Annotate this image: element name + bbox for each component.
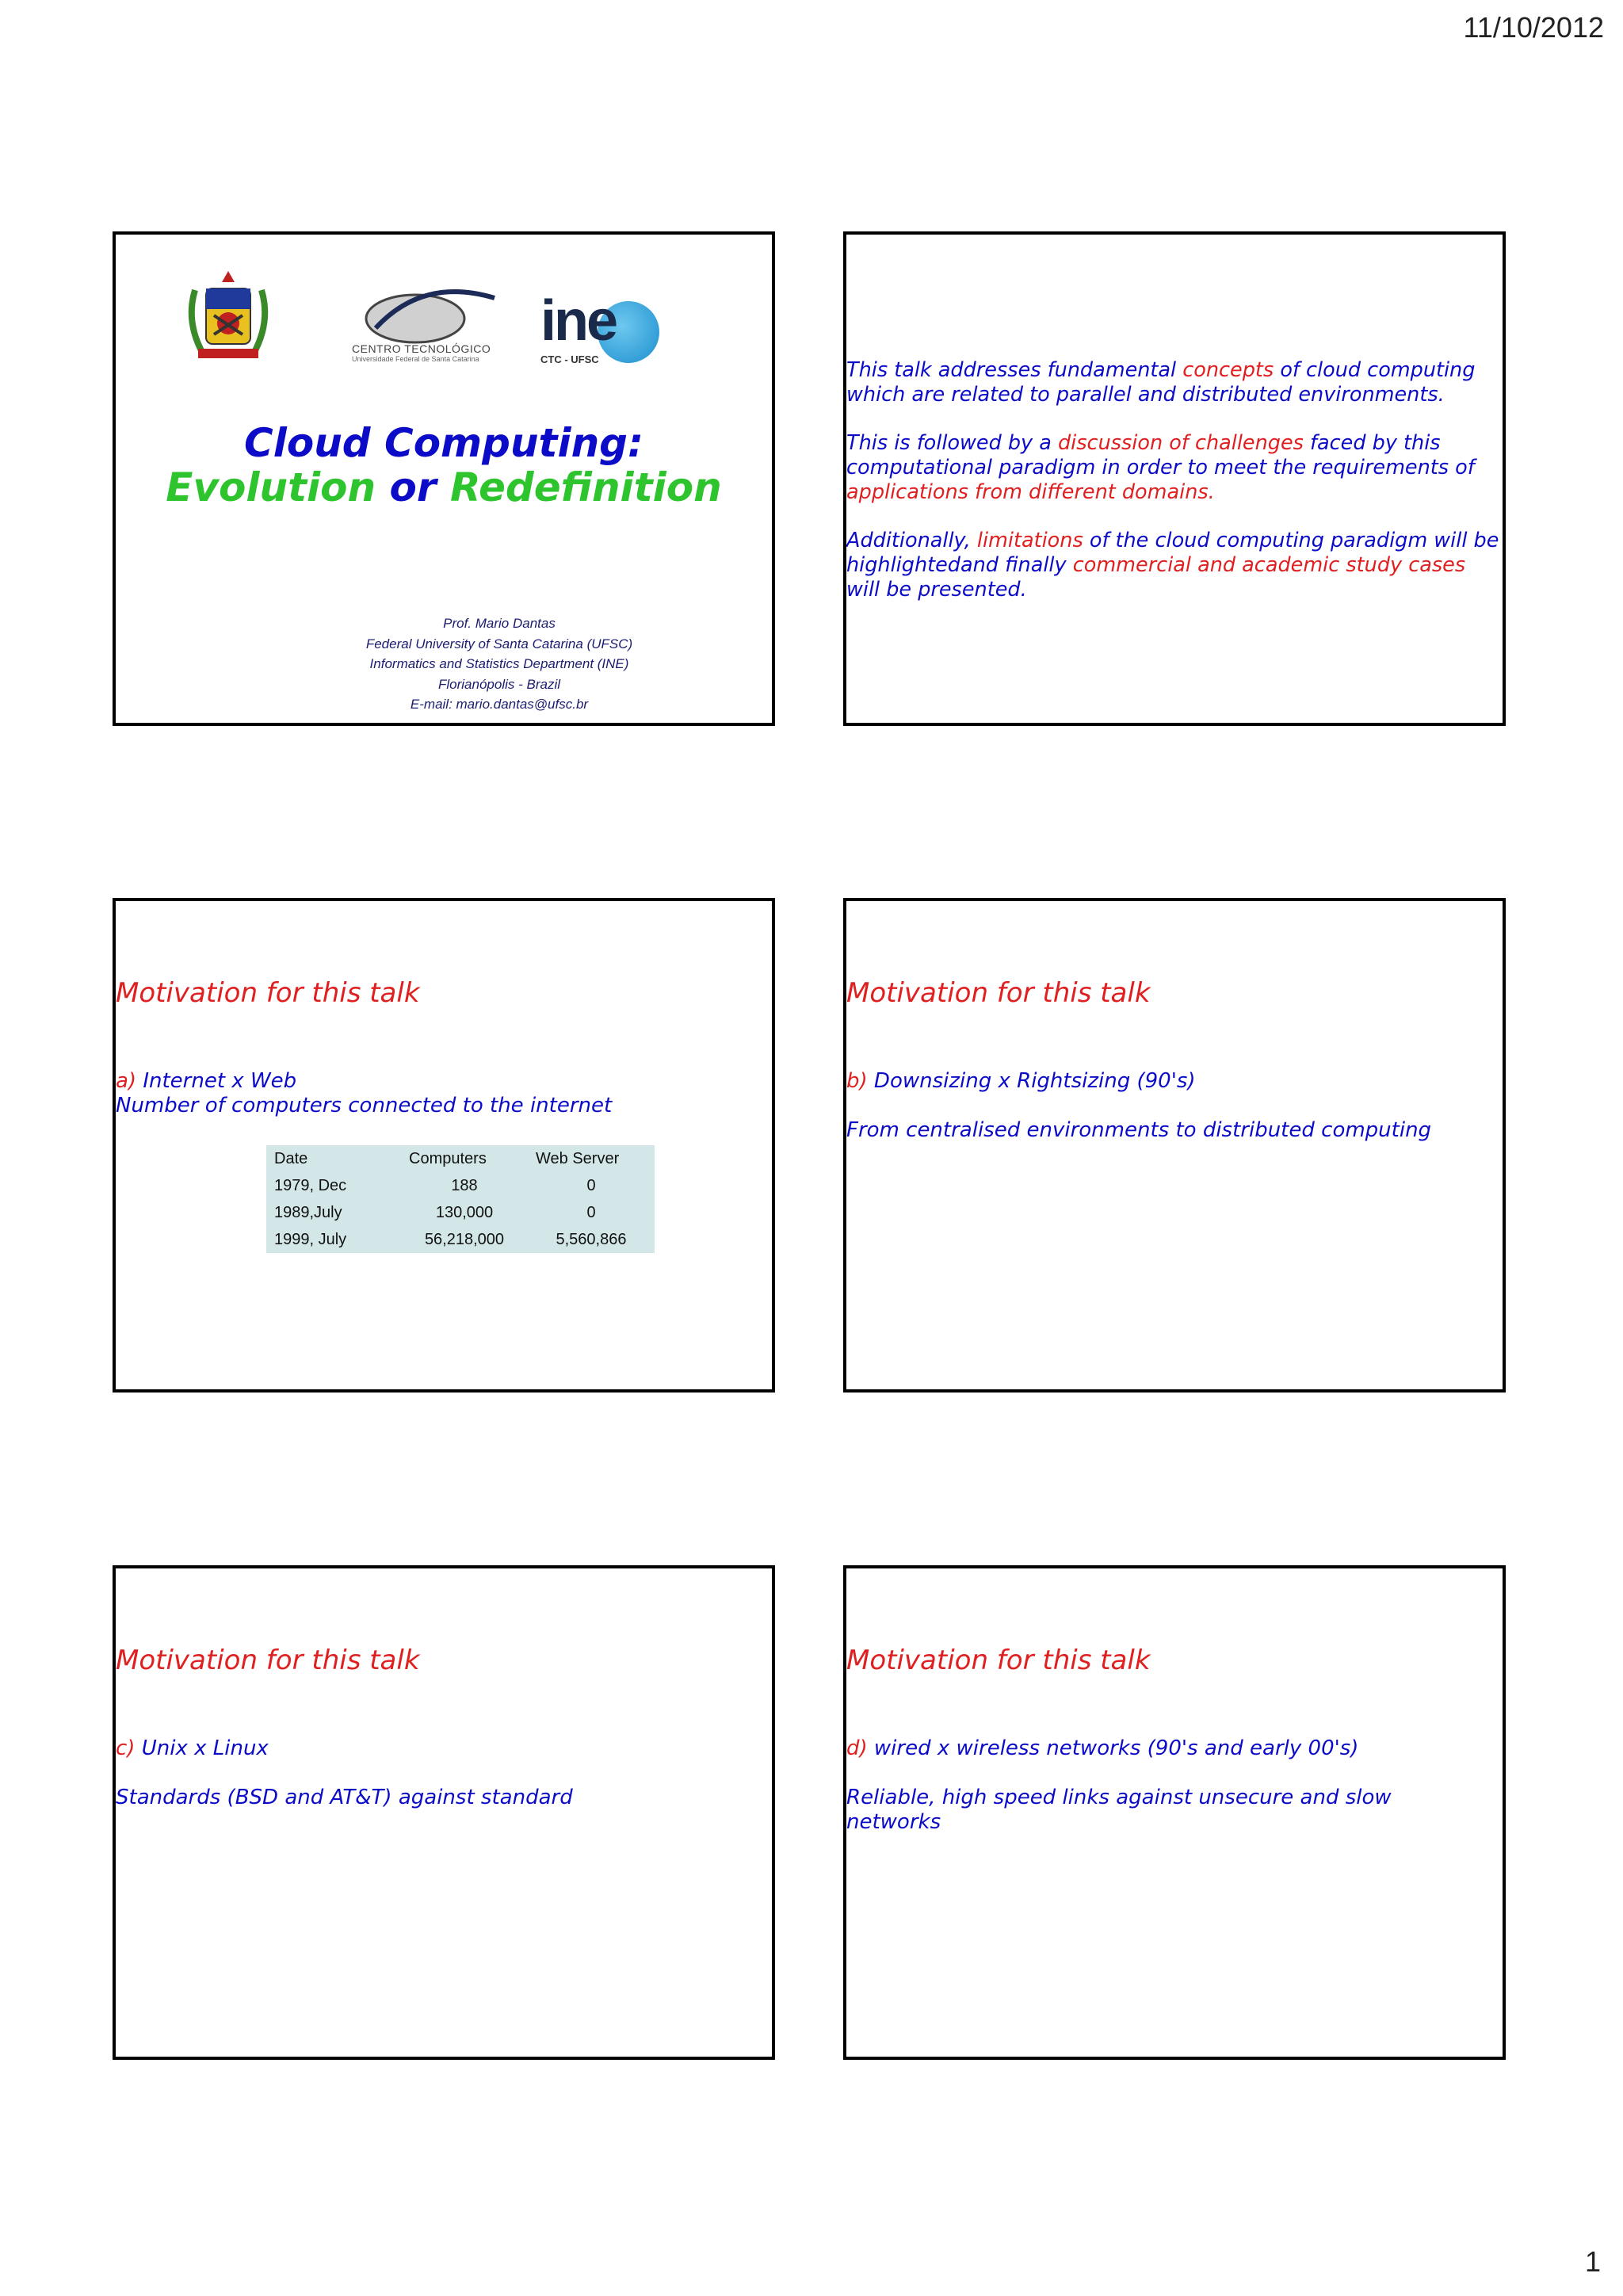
table-cell: 188 bbox=[451, 1176, 478, 1194]
motivation-detail: Standards (BSD and AT&T) against standard bbox=[116, 1786, 573, 1809]
table-row bbox=[266, 1226, 655, 1253]
author-line: E-mail: mario.dantas@ufsc.br bbox=[410, 697, 589, 712]
subtitle-evolution: Evolution bbox=[166, 464, 376, 510]
author-line: Informatics and Statistics Department (INE) bbox=[369, 656, 629, 671]
ine-logo-text: ine bbox=[540, 289, 617, 353]
slide-motivation-c bbox=[113, 1565, 775, 2060]
slide-heading: Motivation for this talk bbox=[846, 1645, 1151, 1676]
motivation-item: c) Unix x Linux bbox=[116, 1736, 269, 1760]
university-crest-logo bbox=[179, 266, 277, 369]
slide-abstract bbox=[843, 231, 1506, 726]
column-header: Computers bbox=[409, 1149, 487, 1167]
author-line: Florianópolis - Brazil bbox=[438, 676, 560, 692]
ct-logo-subcaption: Universidade Federal de Santa Catarina bbox=[352, 355, 479, 363]
table-cell: 56,218,000 bbox=[424, 1230, 505, 1248]
internet-growth-table bbox=[266, 1145, 655, 1253]
column-header: Date bbox=[274, 1149, 308, 1167]
table-cell: 1979, Dec bbox=[274, 1176, 347, 1194]
ct-logo-caption: CENTRO TECNOLÓGICO bbox=[352, 342, 491, 355]
ct-swoosh-icon bbox=[352, 281, 510, 344]
motivation-detail: From centralised environments to distributed computing bbox=[846, 1118, 1432, 1142]
table-cell: 0 bbox=[586, 1176, 596, 1194]
motivation-item: a) Internet x Web bbox=[116, 1069, 297, 1093]
abstract-paragraph: This talk addresses fundamental concepts of cloud computing which are related to parallel and distributed environments. bbox=[846, 358, 1476, 407]
table-cell: 130,000 bbox=[435, 1203, 494, 1221]
table-cell: 1999, July bbox=[274, 1230, 347, 1248]
ine-logo bbox=[540, 289, 675, 366]
slide-heading: Motivation for this talk bbox=[116, 1645, 420, 1676]
table-header-row bbox=[266, 1145, 655, 1172]
slide-motivation-a bbox=[113, 898, 775, 1392]
slide-motivation-b bbox=[843, 898, 1506, 1392]
table-row bbox=[266, 1172, 655, 1199]
abstract-text bbox=[846, 358, 1504, 626]
motivation-item: d) wired x wireless networks (90's and early 00's) bbox=[846, 1736, 1359, 1760]
author-line: Prof. Mario Dantas bbox=[443, 616, 556, 631]
table-row bbox=[266, 1199, 655, 1226]
author-line: Federal University of Santa Catarina (UFSC) bbox=[365, 636, 633, 651]
presentation-subtitle bbox=[116, 464, 772, 510]
subtitle-redefinition: Redefinition bbox=[449, 464, 722, 510]
subtitle-or: or bbox=[389, 464, 437, 510]
table-cell: 1989,July bbox=[274, 1203, 342, 1221]
ine-logo-caption: CTC - UFSC bbox=[540, 353, 599, 365]
motivation-detail: Number of computers connected to the internet bbox=[116, 1094, 613, 1117]
table-cell: 5,560,866 bbox=[556, 1230, 627, 1248]
centro-tecnologico-logo bbox=[352, 281, 510, 369]
presentation-title: Cloud Computing: bbox=[244, 420, 643, 466]
table-cell: 0 bbox=[586, 1203, 596, 1221]
author-info bbox=[116, 613, 772, 715]
abstract-paragraph: This is followed by a discussion of challenges faced by this computational paradigm in order to meet the requirements of applications from different domains. bbox=[846, 431, 1475, 504]
motivation-item: b) Downsizing x Rightsizing (90's) bbox=[846, 1069, 1196, 1093]
slide-heading: Motivation for this talk bbox=[116, 977, 420, 1009]
slide-heading: Motivation for this talk bbox=[846, 977, 1151, 1009]
page-number: 1 bbox=[1584, 2245, 1601, 2278]
slide-motivation-d bbox=[843, 1565, 1506, 2060]
page-date: 11/10/2012 bbox=[1463, 11, 1604, 44]
slide-title-page bbox=[113, 231, 775, 726]
abstract-paragraph: Additionally, limitations of the cloud computing paradigm will be highlightedand finally commercial and academic study cases will be presented. bbox=[846, 529, 1499, 602]
column-header: Web Server bbox=[536, 1149, 620, 1167]
logos-row bbox=[179, 266, 718, 369]
motivation-detail: Reliable, high speed links against unsecure and slow networks bbox=[846, 1786, 1392, 1834]
